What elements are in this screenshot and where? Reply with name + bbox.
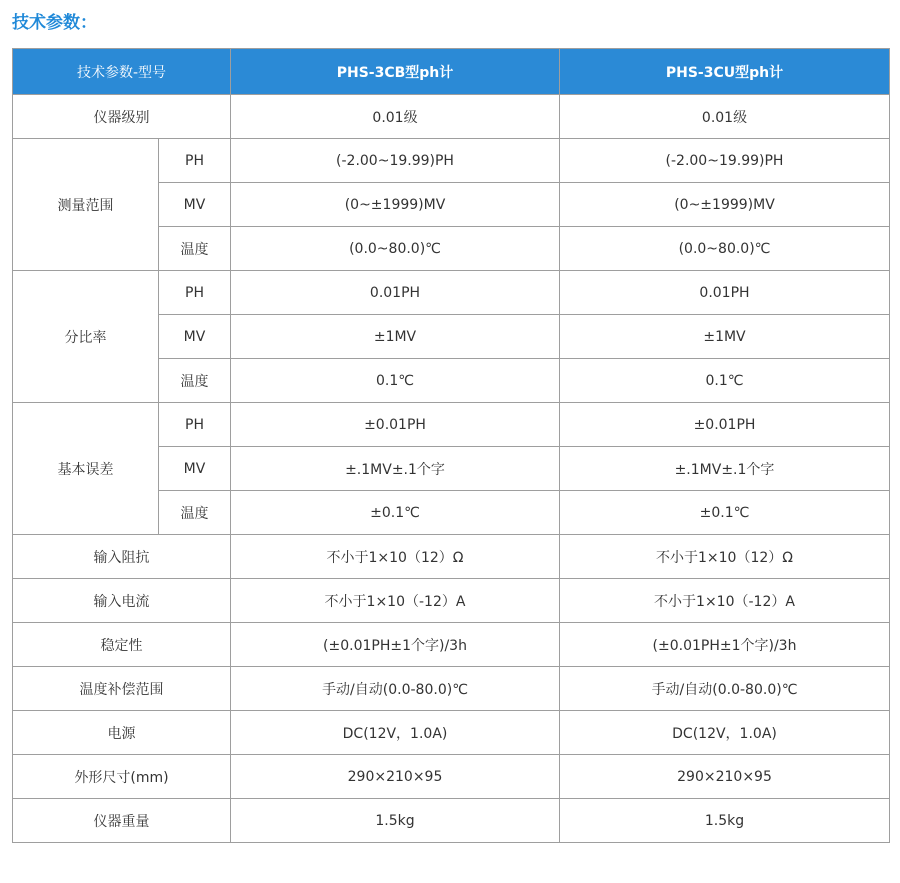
cell-model-a: ±0.01PH — [231, 403, 560, 447]
row-sublabel: PH — [159, 271, 231, 315]
cell-model-a: 0.01级 — [231, 95, 560, 139]
cell-model-a: 1.5kg — [231, 799, 560, 843]
row-sublabel: PH — [159, 403, 231, 447]
table-row — [13, 711, 890, 755]
row-sublabel: 温度 — [159, 227, 231, 271]
row-label: 基本误差 — [13, 403, 159, 535]
table-row — [13, 579, 890, 623]
table-row — [13, 139, 890, 183]
cell-model-b: (0~±1999)MV — [560, 183, 890, 227]
cell-model-b: (0.0~80.0)℃ — [560, 227, 890, 271]
row-label: 测量范围 — [13, 139, 159, 271]
table-row — [13, 535, 890, 579]
cell-model-a: 0.1℃ — [231, 359, 560, 403]
cell-model-a: (±0.01PH±1个字)/3h — [231, 623, 560, 667]
table-row — [13, 667, 890, 711]
row-label: 仪器重量 — [13, 799, 231, 843]
cell-model-a: 不小于1×10（12）Ω — [231, 535, 560, 579]
header-param: 技术参数-型号 — [13, 49, 231, 95]
cell-model-b: 0.01PH — [560, 271, 890, 315]
row-label: 稳定性 — [13, 623, 231, 667]
table-row — [13, 755, 890, 799]
row-label: 输入阻抗 — [13, 535, 231, 579]
cell-model-b: 0.1℃ — [560, 359, 890, 403]
row-sublabel: MV — [159, 315, 231, 359]
cell-model-a: ±1MV — [231, 315, 560, 359]
row-label: 输入电流 — [13, 579, 231, 623]
cell-model-b: 1.5kg — [560, 799, 890, 843]
table-row — [13, 403, 890, 447]
cell-model-b: ±0.01PH — [560, 403, 890, 447]
cell-model-b: (±0.01PH±1个字)/3h — [560, 623, 890, 667]
cell-model-a: ±0.1℃ — [231, 491, 560, 535]
cell-model-a: (0.0~80.0)℃ — [231, 227, 560, 271]
row-sublabel: 温度 — [159, 359, 231, 403]
table-row — [13, 623, 890, 667]
cell-model-a: ±.1MV±.1个字 — [231, 447, 560, 491]
row-sublabel: 温度 — [159, 491, 231, 535]
spec-table — [12, 48, 890, 843]
cell-model-a: 不小于1×10（-12）A — [231, 579, 560, 623]
cell-model-a: 手动/自动(0.0-80.0)℃ — [231, 667, 560, 711]
cell-model-b: ±1MV — [560, 315, 890, 359]
row-label: 分比率 — [13, 271, 159, 403]
row-sublabel: MV — [159, 183, 231, 227]
cell-model-b: 290×210×95 — [560, 755, 890, 799]
table-header-row — [13, 49, 890, 95]
row-label: 仪器级别 — [13, 95, 231, 139]
row-sublabel: PH — [159, 139, 231, 183]
row-label: 外形尺寸(mm) — [13, 755, 231, 799]
header-model-b: PHS-3CU型ph计 — [560, 49, 890, 95]
cell-model-b: (-2.00~19.99)PH — [560, 139, 890, 183]
cell-model-b: ±.1MV±.1个字 — [560, 447, 890, 491]
cell-model-a: 0.01PH — [231, 271, 560, 315]
table-row — [13, 271, 890, 315]
cell-model-a: (-2.00~19.99)PH — [231, 139, 560, 183]
cell-model-b: ±0.1℃ — [560, 491, 890, 535]
cell-model-a: 290×210×95 — [231, 755, 560, 799]
table-row — [13, 95, 890, 139]
cell-model-a: DC(12V，1.0A) — [231, 711, 560, 755]
row-sublabel: MV — [159, 447, 231, 491]
cell-model-b: 不小于1×10（12）Ω — [560, 535, 890, 579]
cell-model-b: 手动/自动(0.0-80.0)℃ — [560, 667, 890, 711]
cell-model-a: (0~±1999)MV — [231, 183, 560, 227]
row-label: 温度补偿范围 — [13, 667, 231, 711]
table-row — [13, 799, 890, 843]
row-label: 电源 — [13, 711, 231, 755]
cell-model-b: 不小于1×10（-12）A — [560, 579, 890, 623]
cell-model-b: DC(12V，1.0A) — [560, 711, 890, 755]
section-title: 技术参数： — [12, 13, 97, 33]
header-model-a: PHS-3CB型ph计 — [231, 49, 560, 95]
cell-model-b: 0.01级 — [560, 95, 890, 139]
